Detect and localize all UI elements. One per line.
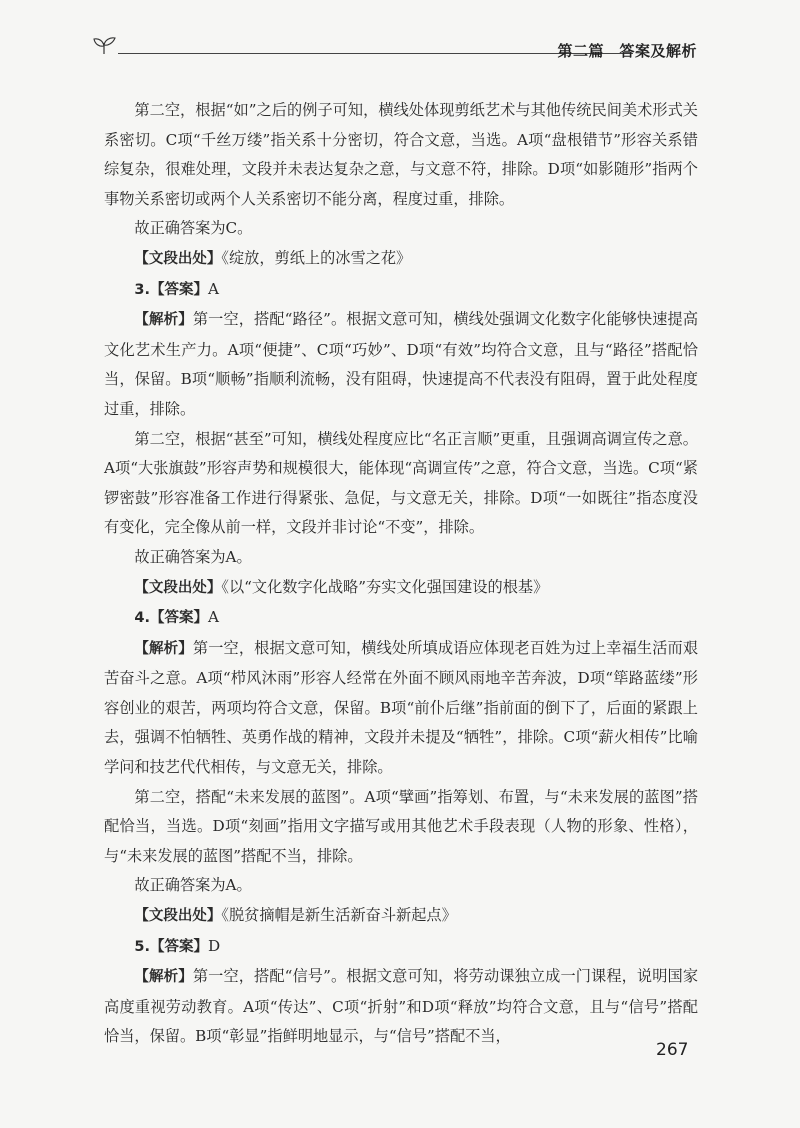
source-title: 《脱贫摘帽是新生活新奋斗新起点》 — [221, 906, 457, 925]
paragraph-text: 第一空，搭配“路径”。根据文意可知，横线处强调文化数字化能够快速提高文化艺术生产力。A项“便捷”、C项“巧妙”、D项“有效”均符合文意，且与“路径”搭配恰当，保留。B项“顺畅”指顺利流畅，没有阻碍，快速提高不代表没有阻碍，置于此处程度过重，排除。 — [104, 310, 699, 418]
answer-value: D — [208, 936, 221, 955]
paragraph — [104, 425, 698, 543]
source-line — [104, 244, 698, 275]
answer-label: 【答案】 — [150, 938, 208, 955]
answer-line — [104, 275, 698, 306]
answer-label: 【答案】 — [150, 610, 208, 627]
source-label: 【文段出处】 — [134, 579, 222, 596]
paragraph-text: 第二空，搭配“未来发展的蓝图”。A项“擘画”指筹划、布置，与“未来发展的蓝图”搭配恰当，当选。D项“刻画”指用文字描写或用其他艺术手段表现（人物的形象、性格），与“未来发展的蓝图”搭配不当，排除。 — [104, 787, 698, 865]
answer-label: 【答案】 — [150, 281, 208, 298]
paragraph-text: 第一空，搭配“信号”。根据文意可知，将劳动课独立成一门课程，说明国家高度重视劳动教育。A项“传达”、C项“折射”和D项“释放”均符合文意，且与“信号”搭配恰当，保留。B项“彰显”指鲜明地显示，与“信号”搭配不当， — [104, 967, 699, 1046]
paragraph — [104, 871, 698, 901]
page-body — [104, 96, 698, 1052]
analysis-label: 【解析】 — [134, 312, 193, 329]
source-title: 《以“文化数字化战略”夯实文化强国建设的根基》 — [221, 577, 549, 596]
answer-value: A — [208, 608, 219, 627]
paragraph — [104, 214, 698, 244]
analysis-paragraph — [104, 305, 698, 424]
paragraph-text: 故正确答案为A。 — [134, 547, 252, 566]
paragraph-text: 故正确答案为C。 — [134, 219, 253, 238]
answer-value: A — [208, 279, 219, 298]
answer-line — [104, 603, 698, 634]
source-title: 《绽放，剪纸上的冰雪之花》 — [221, 248, 412, 267]
question-number: 5. — [134, 938, 150, 955]
paragraph-text: 第二空，根据“甚至”可知，横线处程度应比“名正言顺”更重，且强调高调宣传之意。A项“大张旗鼓”形容声势和规模很大，能体现“高调宣传”之意，符合文意，当选。C项“紧锣密鼓”形容准备工作进行得紧张、急促，与文意无关，排除。D项“一如既往”指态度没有变化，完全像从前一样，文段并非讨论“不变”，排除。 — [104, 429, 698, 537]
source-line — [104, 901, 698, 932]
running-header — [92, 34, 697, 64]
question-number: 3. — [134, 281, 150, 298]
sprout-icon — [92, 36, 118, 56]
page-number: 267 — [656, 1040, 689, 1060]
header-rule — [118, 53, 633, 54]
paragraph-text: 第一空，根据文意可知，横线处所填成语应体现老百姓为过上幸福生活而艰苦奋斗之意。A项“栉风沐雨”形容人经常在外面不顾风雨地辛苦奔波，D项“筚路蓝缕”形容创业的艰苦，两项均符合文意，保留。B项“前仆后继”指前面的倒下了，后面的紧跟上去，强调不怕牺牲、英勇作战的精神，文段并未提及“牺牲”，排除。C项“薪火相传”比喻学问和技艺代代相传，与文意无关，排除。 — [104, 638, 699, 777]
analysis-label: 【解析】 — [134, 640, 193, 657]
source-line — [104, 573, 698, 604]
analysis-paragraph — [104, 962, 698, 1052]
paragraph — [104, 543, 698, 573]
source-label: 【文段出处】 — [134, 250, 222, 267]
source-label: 【文段出处】 — [134, 908, 222, 925]
analysis-label: 【解析】 — [134, 969, 193, 986]
paragraph — [104, 96, 698, 214]
chapter-title: 第二篇 答案及解析 — [557, 42, 697, 60]
paragraph-text: 第二空，根据“如”之后的例子可知，横线处体现剪纸艺术与其他传统民间美术形式关系密切。C项“千丝万缕”指关系十分密切，符合文意，当选。A项“盘根错节”形容关系错综复杂，很难处理，文段并未表达复杂之意，与文意不符，排除。D项“如影随形”指两个事物关系密切或两个人关系密切不能分离，程度过重，排除。 — [104, 101, 698, 208]
answer-line — [104, 932, 698, 963]
analysis-paragraph — [104, 634, 698, 783]
question-number: 4. — [134, 610, 150, 627]
paragraph-text: 故正确答案为A。 — [134, 876, 252, 895]
paragraph — [104, 783, 698, 872]
